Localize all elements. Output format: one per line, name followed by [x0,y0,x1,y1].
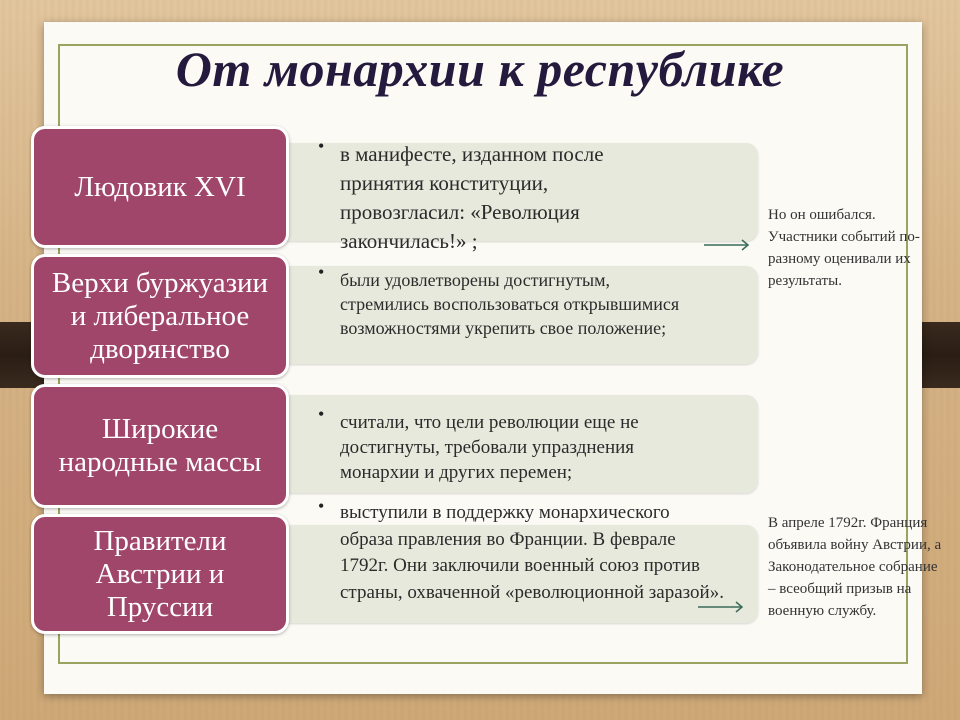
row-label-box [31,126,289,248]
side-note: Но он ошибался. Участники событий по-разному оценивали их результаты. [768,207,920,289]
arrow-right-icon [702,238,752,252]
row-label: Верхи буржуазии и либеральное дворянство [51,266,269,365]
bullet-icon: • [318,262,325,282]
row-label-box [31,384,289,508]
slide-title: От монархии к республике [175,41,785,97]
side-note: В апреле 1792г. Франция объявила войну Австрии, а Законодательное собрание – всеобщий призыв на военную службу. [768,515,942,619]
row-label-box [31,254,289,378]
row-text: выступили в поддержку монархического образа правления во Франции. В феврале 1792г. Они заключили военный союз против страны, охваченной «революционной заразой». [340,502,724,603]
arrow-right-icon [696,600,746,614]
row-label: Правители Австрии и Пруссии [93,524,227,623]
bullet-icon: • [318,404,325,424]
row-label: Людовик XVI [74,170,246,203]
row-text: были удовлетворены достигнутым, стремились воспользоваться открывшимися возможностями укрепить свое положение; [340,270,680,338]
row-text: считали, что цели революции еще не достигнуты, требовали упразднения монархии и других перемен; [340,412,639,483]
bullet-icon: • [318,136,325,156]
row-label-box [31,514,289,634]
row-text: в манифесте, изданном после принятия конституции, провозгласил: «Революция закончилась!» ; [340,142,604,253]
row-label: Широкие народные массы [58,413,262,478]
bullet-icon: • [318,496,325,516]
